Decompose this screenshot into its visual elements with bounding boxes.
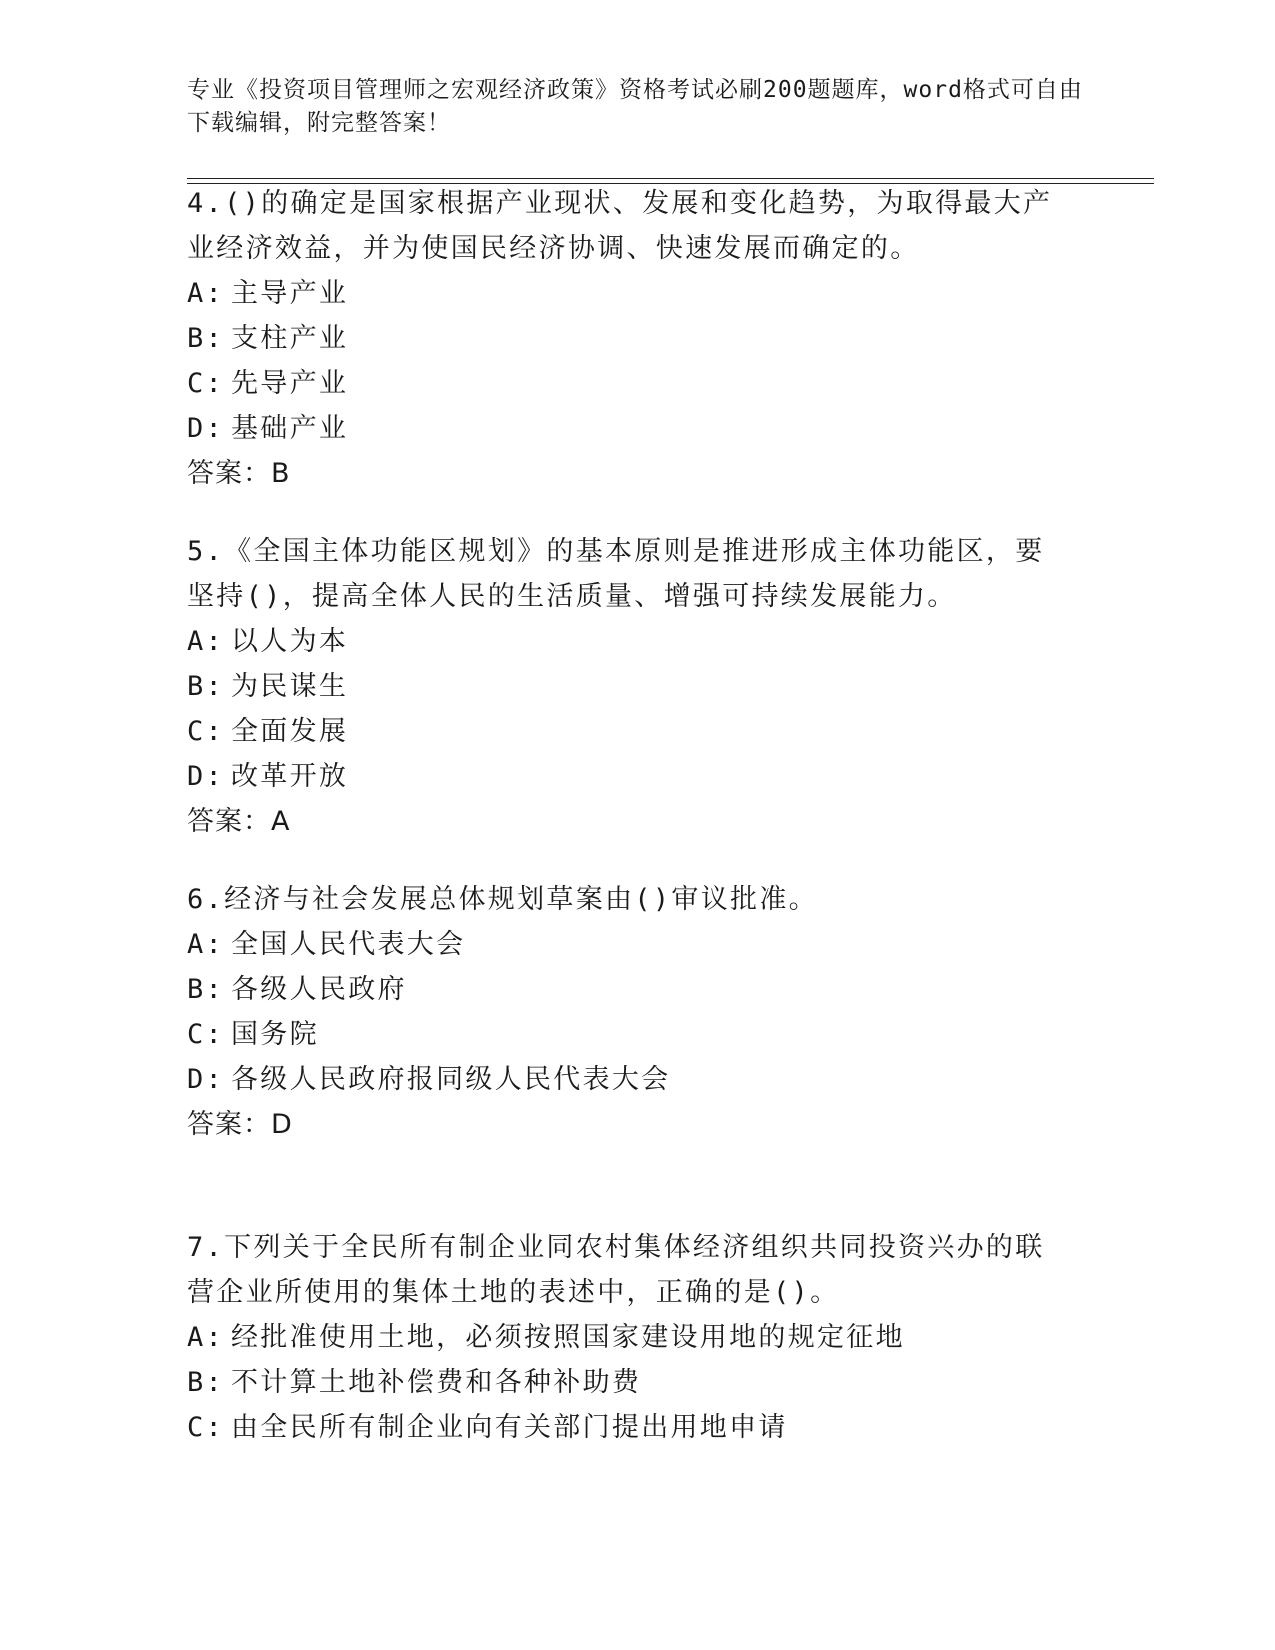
question-7 [187,1225,1154,1450]
option-text: 经批准使用土地，必须按照国家建设用地的规定征地 [231,1322,905,1353]
option-d [187,406,1154,451]
option-key: D: [187,761,225,792]
document-header-note: 专业《投资项目管理师之宏观经济政策》资格考试必刷200题题库，word格式可自由下载编辑，附完整答案！ [187,77,1083,136]
option-key: D: [187,413,225,444]
option-c [187,1012,1154,1057]
option-key: A: [187,1322,225,1353]
option-key: A: [187,278,225,309]
option-b [187,664,1154,709]
option-text: 改革开放 [231,761,349,792]
option-key: B: [187,323,225,354]
question-stem: 4.()的确定是国家根据产业现状、发展和变化趋势，为取得最大产业经济效益，并为使国民经济协调、快速发展而确定的。 [187,188,1053,264]
option-key: A: [187,929,225,960]
option-text: 全面发展 [231,716,349,747]
option-b [187,316,1154,361]
option-text: 各级人民政府 [231,974,407,1005]
answer-label: 答案：B [187,458,291,489]
answer-label: 答案：A [187,806,291,837]
option-d [187,754,1154,799]
option-text: 全国人民代表大会 [231,929,466,960]
option-c [187,709,1154,754]
option-text: 各级人民政府报同级人民代表大会 [231,1064,671,1095]
option-c [187,361,1154,406]
option-key: C: [187,716,225,747]
option-a [187,1315,1154,1360]
option-key: B: [187,1367,225,1398]
option-text: 基础产业 [231,413,349,444]
option-key: C: [187,1412,225,1443]
option-text: 国务院 [231,1019,319,1050]
option-text: 支柱产业 [231,323,349,354]
question-4 [187,181,1154,496]
question-5 [187,529,1154,844]
question-stem: 7.下列关于全民所有制企业同农村集体经济组织共同投资兴办的联营企业所使用的集体土地的表述中，正确的是()。 [187,1232,1045,1308]
option-a [187,922,1154,967]
option-text: 由全民所有制企业向有关部门提出用地申请 [231,1412,788,1443]
option-b [187,967,1154,1012]
option-d [187,1057,1154,1102]
option-text: 主导产业 [231,278,349,309]
question-6 [187,877,1154,1147]
option-key: B: [187,974,225,1005]
option-key: C: [187,1019,225,1050]
option-a [187,271,1154,316]
option-text: 不计算土地补偿费和各种补助费 [231,1367,642,1398]
option-text: 先导产业 [231,368,349,399]
option-a [187,619,1154,664]
option-key: A: [187,626,225,657]
option-key: C: [187,368,225,399]
option-text: 为民谋生 [231,671,349,702]
option-key: D: [187,1064,225,1095]
question-stem: 5.《全国主体功能区规划》的基本原则是推进形成主体功能区，要坚持()，提高全体人民的生活质量、增强可持续发展能力。 [187,536,1045,612]
option-text: 以人为本 [231,626,349,657]
option-b [187,1360,1154,1405]
option-c [187,1405,1154,1450]
question-stem: 6.经济与社会发展总体规划草案由()审议批准。 [187,884,818,915]
answer-label: 答案：D [187,1109,293,1140]
option-key: B: [187,671,225,702]
